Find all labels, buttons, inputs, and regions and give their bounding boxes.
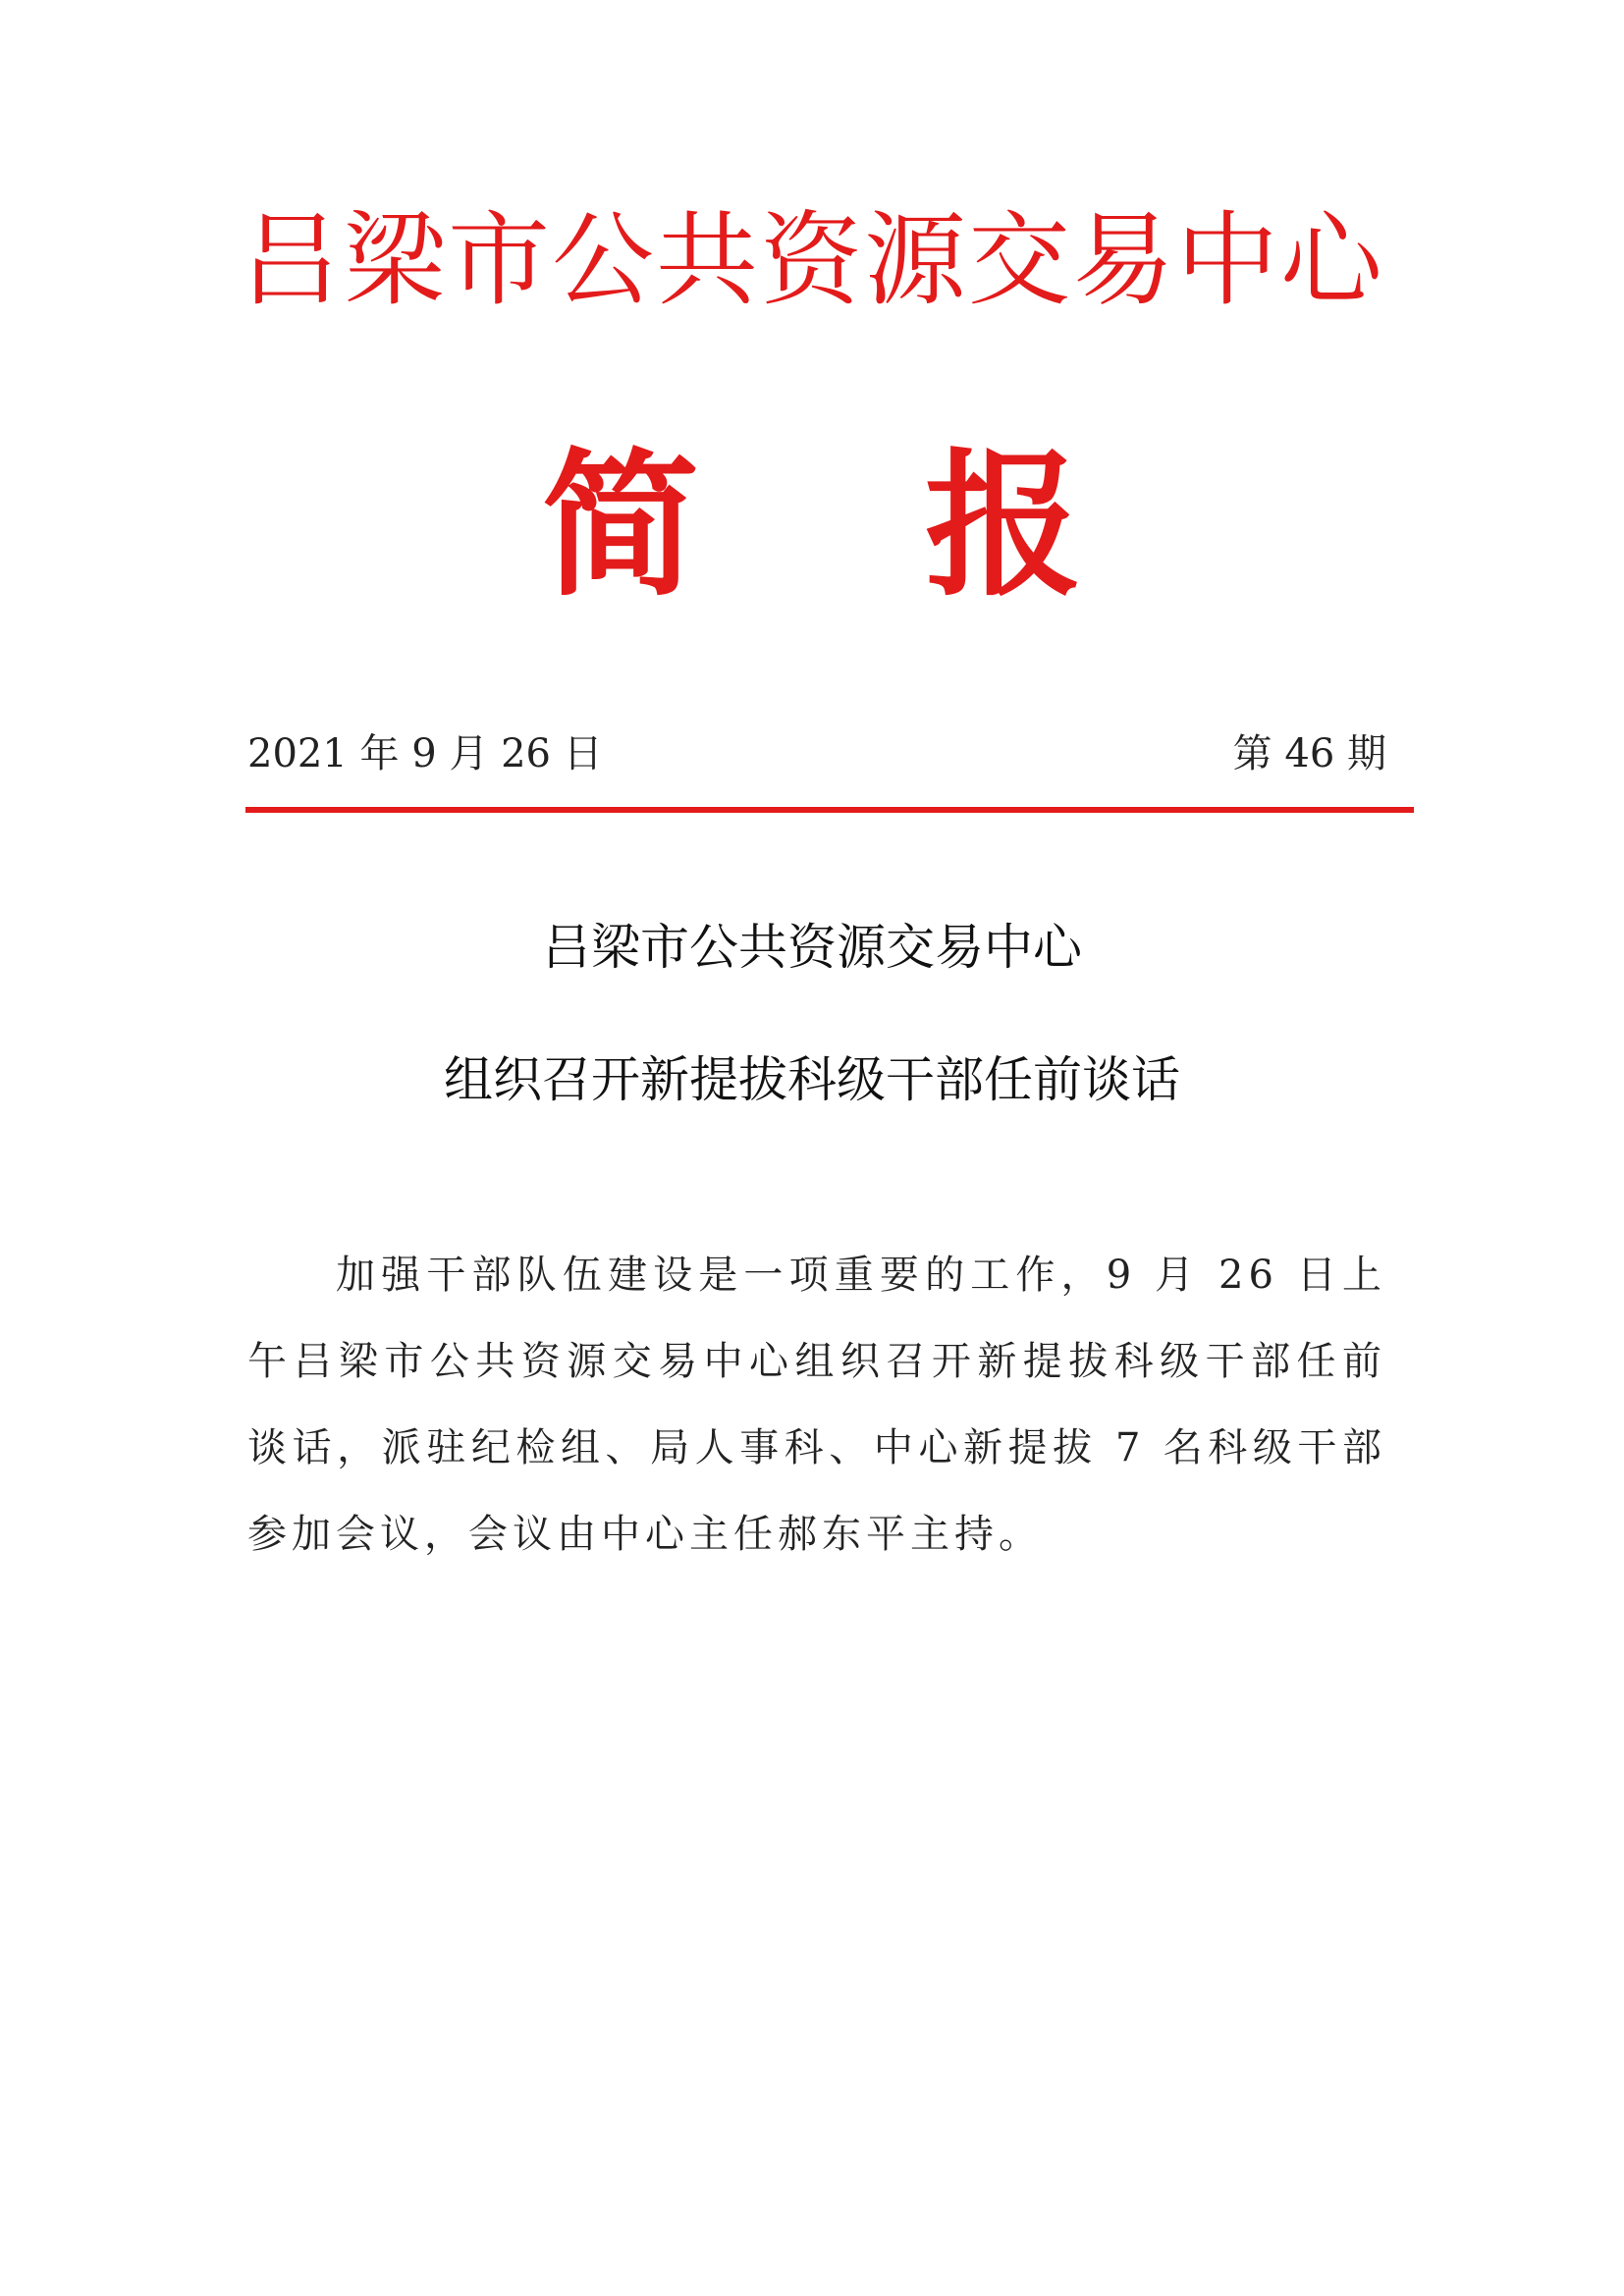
article-headline-line1: 吕梁市公共资源交易中心 bbox=[542, 919, 1082, 976]
masthead-publication-title: 简报 bbox=[541, 433, 1308, 617]
red-divider-rule bbox=[245, 807, 1414, 813]
issue-number: 第 46 期 bbox=[1232, 731, 1386, 776]
issue-meta-row bbox=[247, 724, 1386, 783]
article-headline-line2: 组织召开新提拔科级干部任前谈话 bbox=[444, 1051, 1180, 1108]
issue-date: 2021 年 9 月 26 日 bbox=[247, 731, 603, 776]
article-body-paragraph: 加强干部队伍建设是一项重要的工作，9 月 26 日上午吕梁市公共资源交易中心组织召开新提拔科级干部任前谈话，派驻纪检组、局人事科、中心新提拔 7 名科级干部参加会议，会议由中心主任郝东平主持。 bbox=[247, 1253, 1386, 1557]
masthead-organization: 吕梁市公共资源交易中心 bbox=[239, 200, 1384, 320]
